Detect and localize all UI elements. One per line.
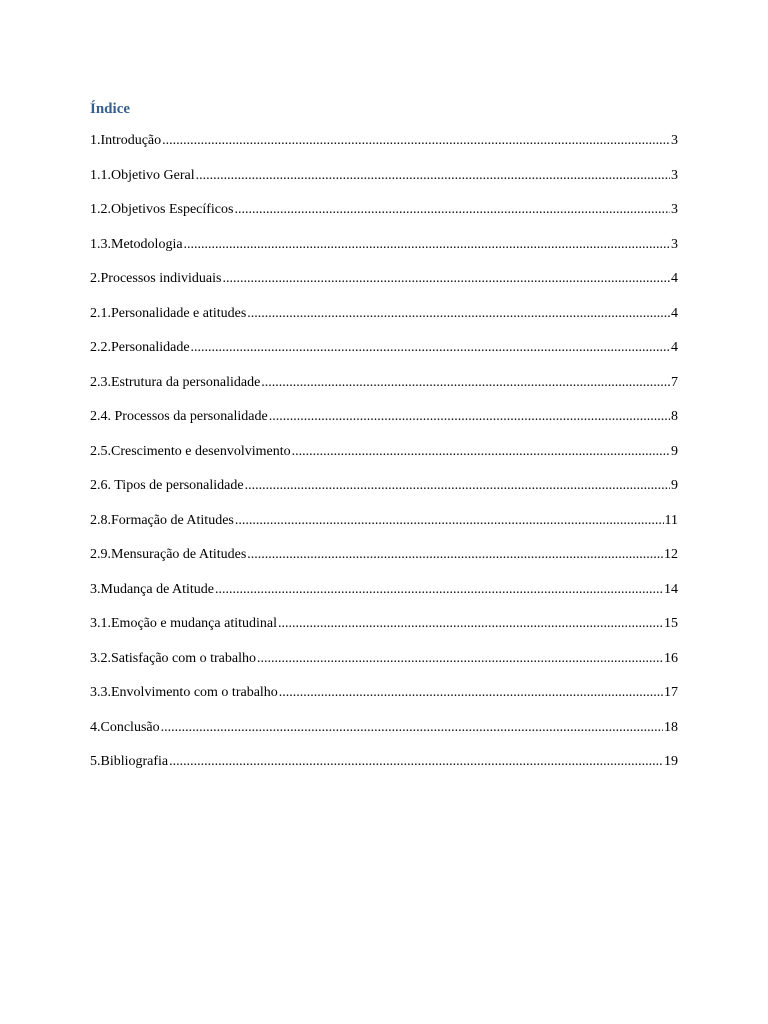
dot-leader	[215, 581, 663, 599]
dot-leader	[161, 719, 663, 737]
toc-entry-label: 3.2.Satisfação com o trabalho	[90, 650, 257, 666]
toc-page-number: 12	[664, 547, 678, 562]
toc-entry-label: 4.Conclusão	[90, 719, 160, 735]
toc-page-number: 9	[671, 443, 678, 459]
toc-entry[interactable]	[90, 615, 678, 650]
dot-leader	[247, 546, 663, 564]
toc-entry[interactable]	[90, 374, 678, 409]
toc-entry[interactable]	[90, 546, 678, 581]
toc-entry-label: 1.3.Metodologia	[90, 236, 183, 252]
dot-leader	[169, 753, 663, 771]
toc-entry[interactable]	[90, 512, 678, 547]
toc-entry-label: 2.6. Tipos de personalidade	[90, 478, 244, 493]
toc-page-number: 14	[664, 581, 678, 597]
dot-leader	[257, 650, 663, 668]
toc-page-number: 15	[664, 616, 678, 631]
dot-leader	[269, 408, 670, 426]
toc-entry[interactable]	[90, 408, 678, 443]
toc-entry-label: 1.2.Objetivos Específicos	[90, 202, 234, 217]
toc-entry-label: 2.1.Personalidade e atitudes	[90, 305, 247, 321]
toc-entry[interactable]	[90, 339, 678, 374]
toc-entry[interactable]	[90, 719, 678, 754]
toc-entry-label: 2.9.Mensuração de Atitudes	[90, 547, 247, 562]
toc-entry[interactable]	[90, 477, 678, 512]
dot-leader	[261, 374, 670, 392]
dot-leader	[196, 167, 670, 185]
dot-leader	[245, 477, 670, 495]
toc-page-number: 3	[671, 133, 678, 148]
toc-entry[interactable]	[90, 201, 678, 236]
dot-leader	[292, 443, 670, 461]
toc-title: Índice	[90, 101, 131, 117]
dot-leader	[184, 236, 670, 254]
toc-entry-label: 2.Processos individuais	[90, 271, 222, 286]
toc-entry-label: 2.8.Formação de Atitudes	[90, 512, 234, 528]
toc-entry[interactable]	[90, 305, 678, 340]
toc-entry[interactable]	[90, 753, 678, 788]
toc-entry-label: 5.Bibliografia	[90, 754, 169, 769]
table-of-contents	[90, 98, 678, 788]
dot-leader	[162, 132, 670, 150]
toc-entry-label: 2.4. Processos da personalidade	[90, 409, 268, 424]
toc-entry-label: 2.3.Estrutura da personalidade	[90, 374, 261, 390]
dot-leader	[191, 339, 670, 357]
dot-leader	[278, 615, 663, 633]
toc-entry[interactable]	[90, 684, 678, 719]
toc-entry[interactable]	[90, 132, 678, 167]
toc-page-number: 4	[671, 271, 678, 286]
toc-entry[interactable]	[90, 236, 678, 271]
toc-entry[interactable]	[90, 650, 678, 685]
toc-entry-label: 1.1.Objetivo Geral	[90, 167, 195, 183]
toc-page-number: 7	[671, 374, 678, 390]
toc-page-number: 8	[671, 409, 678, 424]
toc-page-number: 3	[671, 167, 678, 183]
toc-entry-label: 2.5.Crescimento e desenvolvimento	[90, 443, 291, 459]
toc-page-number: 16	[664, 650, 678, 666]
toc-page-number: 4	[671, 305, 678, 321]
toc-page-number: 3	[671, 236, 678, 252]
toc-entry-label: 3.1.Emoção e mudança atitudinal	[90, 616, 277, 631]
toc-page-number: 11	[664, 512, 678, 528]
dot-leader	[279, 684, 663, 702]
dot-leader	[235, 512, 664, 530]
toc-page-number: 9	[671, 478, 678, 493]
toc-entry[interactable]	[90, 167, 678, 202]
toc-page-number: 3	[671, 202, 678, 217]
toc-page-number: 18	[664, 719, 678, 735]
toc-entry-label: 3.Mudança de Atitude	[90, 581, 215, 597]
toc-page-number: 19	[664, 754, 678, 769]
toc-page-number: 4	[671, 340, 678, 355]
toc-entry[interactable]	[90, 443, 678, 478]
toc-entry[interactable]	[90, 270, 678, 305]
toc-page-number: 17	[664, 685, 678, 700]
dot-leader	[222, 270, 670, 288]
toc-entry-label: 3.3.Envolvimento com o trabalho	[90, 685, 278, 700]
toc-list	[90, 132, 678, 788]
toc-entry[interactable]	[90, 581, 678, 616]
toc-entry-label: 2.2.Personalidade	[90, 340, 190, 355]
dot-leader	[247, 305, 670, 323]
dot-leader	[234, 201, 670, 219]
toc-entry-label: 1.Introdução	[90, 133, 162, 148]
